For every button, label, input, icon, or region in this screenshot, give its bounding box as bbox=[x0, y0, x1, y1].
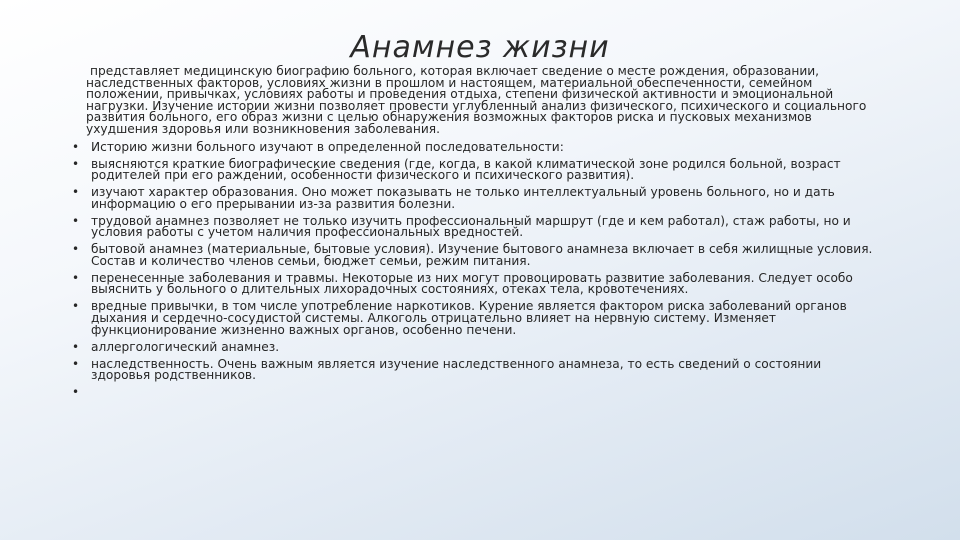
list-item bbox=[72, 156, 884, 183]
bullet-icon: • bbox=[72, 299, 80, 314]
list-item-text: изучают характер образования. Оно может показывать не только интеллектуальный уровень больного, но и дать информацию о его прерывании из-за развития болезни. bbox=[91, 185, 835, 211]
bullet-list bbox=[72, 139, 884, 400]
list-item bbox=[72, 242, 884, 268]
list-item bbox=[72, 185, 884, 211]
bullet-icon: • bbox=[72, 139, 80, 154]
list-item-text: Историю жизни больного изучают в определенной последовательности: bbox=[91, 139, 564, 154]
slide-title: Анамнез жизни bbox=[350, 30, 610, 66]
bullet-icon: • bbox=[72, 270, 80, 285]
list-item-text: перенесенные заболевания и травмы. Некоторые из них могут провоцировать развитие заболевания. Следует особо выяснить у больного о длительных лихорадочных состояниях, отеках тела, кровотечениях. bbox=[91, 270, 853, 297]
bullet-icon: • bbox=[72, 156, 80, 171]
bullet-icon: • bbox=[72, 213, 80, 228]
list-item-text: выясняются краткие биографические сведения (где, когда, в какой климатической зоне родился больной, возраст родителей при его раждении, особенности физического и психического развития). bbox=[91, 156, 841, 183]
list-item-text: бытовой анамнез (материальные, бытовые условия). Изучение бытового анамнеза включает в себя жилищные условия. Состав и количество членов семьи, бюджет семьи, режим питания. bbox=[91, 242, 873, 268]
list-item-text: трудовой анамнез позволяет не только изучить профессиональный маршрут (где и кем работал), стаж работы, но и условия работы с учетом наличия профессиональных вредностей. bbox=[91, 213, 851, 240]
list-item bbox=[72, 339, 884, 354]
bullet-icon: • bbox=[72, 356, 80, 371]
list-item-text: аллергологический анамнез. bbox=[91, 339, 280, 354]
list-item bbox=[72, 356, 884, 383]
bullet-icon: • bbox=[72, 339, 80, 354]
list-item bbox=[72, 299, 884, 337]
intro-paragraph: представляет медицинскую биографию больного, которая включает сведение о месте рождения, образовании, наследственных факторов, условиях жизни в прошлом и настоящем, материальной обеспеченности, семейном положении, привычках, условиях работы и проведения отдыха, степени физической активности и эмоциональной нагрузки. Изучение истории жизни позволяет провести углубленный анализ физического, психического и социального развития больного, его образ жизни с целью обнаружения возможных факторов риска и пусковых механизмов ухудшения здоровья или возникновения заболевания. bbox=[86, 64, 867, 136]
list-item bbox=[72, 270, 884, 297]
list-item bbox=[72, 139, 884, 154]
bullet-icon: • bbox=[72, 185, 80, 200]
bullet-icon: • bbox=[72, 385, 80, 400]
list-item bbox=[72, 213, 884, 240]
list-item-text: вредные привычки, в том числе употребление наркотиков. Курение является фактором риска заболеваний органов дыхания и сердечно-сосудистой системы. Алкоголь отрицательно влияет на нервную систему. Изменяет функционирование жизненно важных органов, особенно печени. bbox=[91, 299, 847, 337]
bullet-icon: • bbox=[72, 242, 80, 257]
list-item-text: наследственность. Очень важным является изучение наследственного анамнеза, то есть сведений о состоянии здоровья родственников. bbox=[91, 356, 822, 383]
slide-body bbox=[72, 64, 884, 400]
